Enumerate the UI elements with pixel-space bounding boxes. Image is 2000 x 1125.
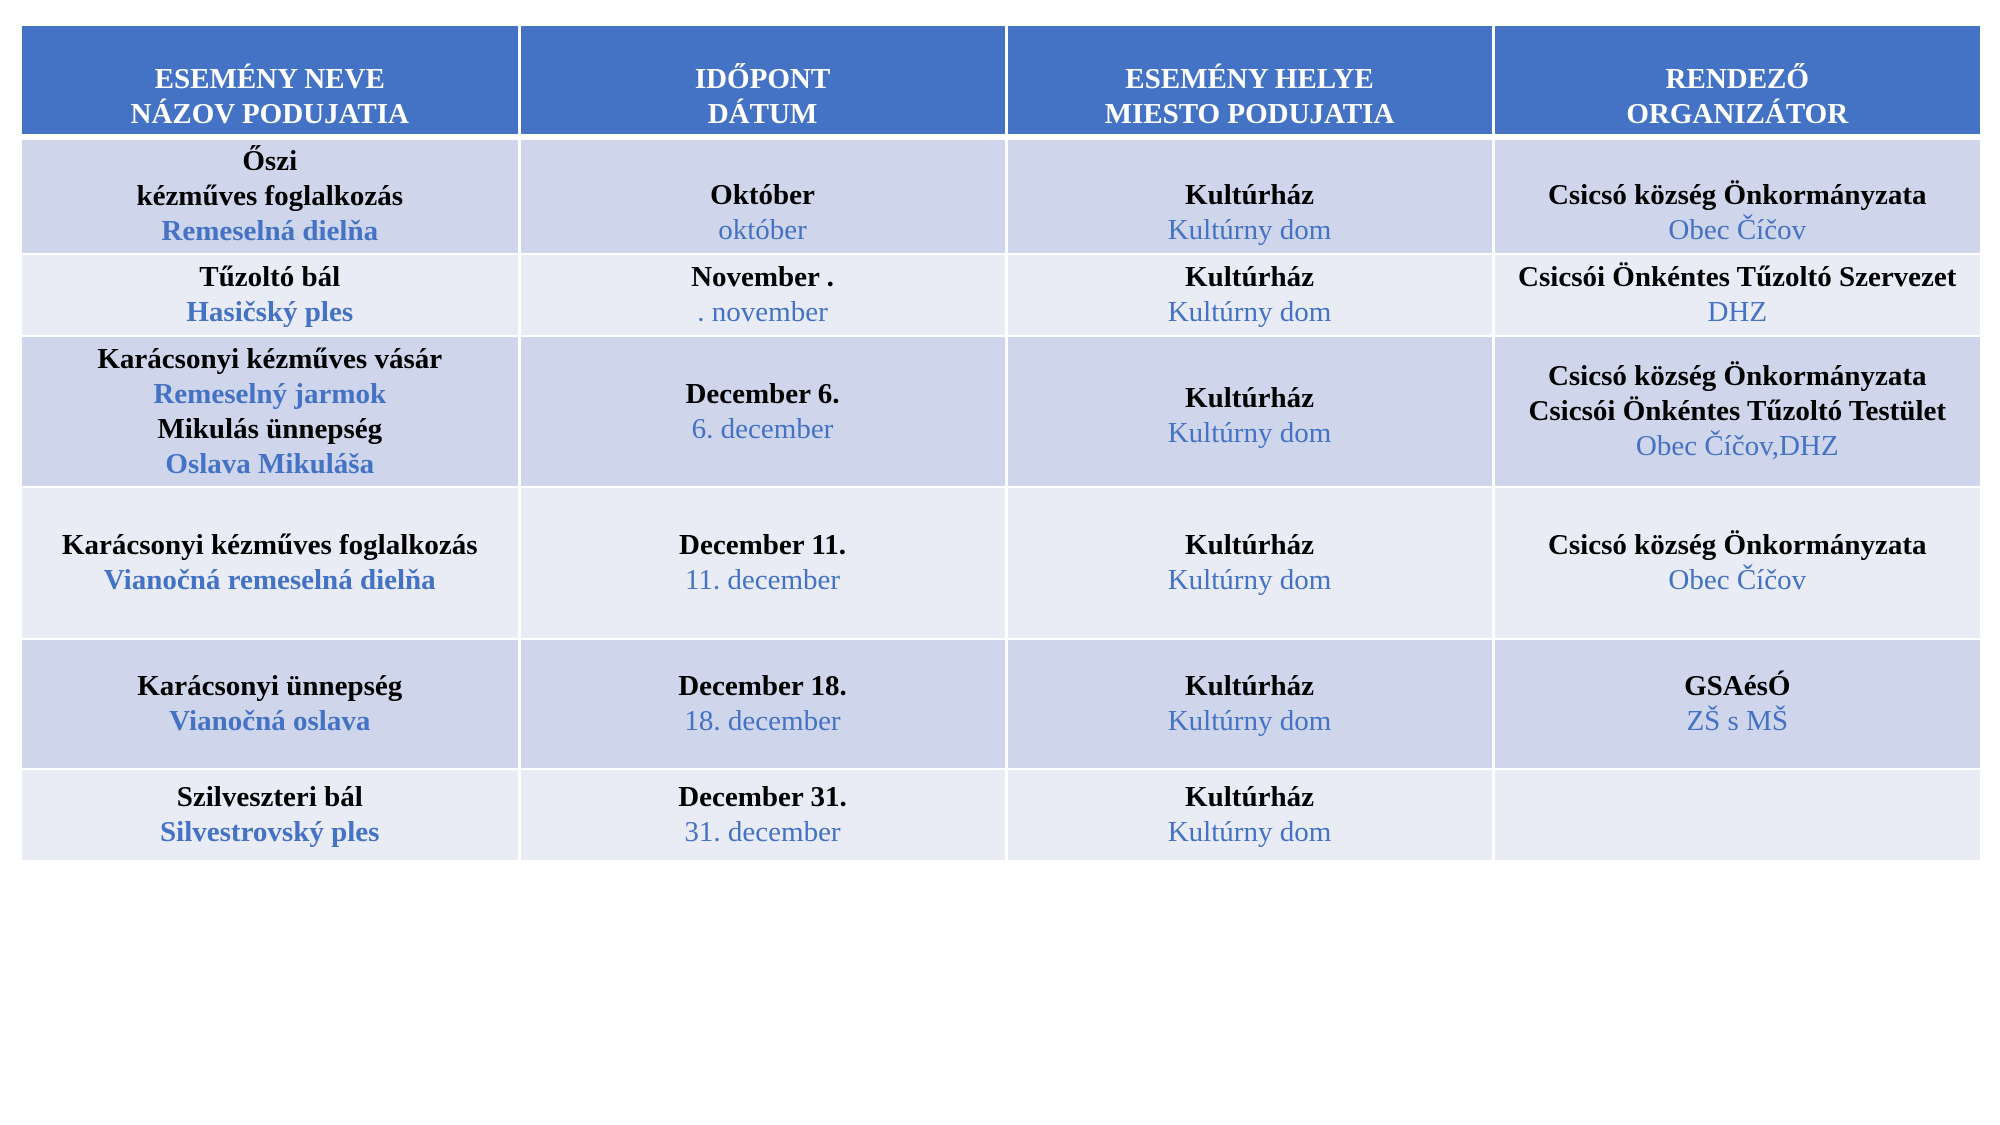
event-name-cell: Szilveszteri bál Silvestrovský ples [22, 769, 519, 861]
table-row [22, 254, 1980, 336]
table-row [22, 487, 1980, 639]
organizer-cell: Csicsó község Önkormányzata Csicsói Önkéntes Tűzoltó Testület Obec Číčov,DHZ [1493, 336, 1980, 487]
organizer-cell: GSAésÓ ZŠ s MŠ [1493, 639, 1980, 769]
place-cell: Kultúrház Kultúrny dom [1006, 487, 1493, 639]
table-row [22, 639, 1980, 769]
event-name-cell: Tűzoltó bál Hasičský ples [22, 254, 519, 336]
header-place: ESEMÉNY HELYE MIESTO PODUJATIA [1006, 26, 1493, 137]
place-cell: Kultúrház Kultúrny dom [1006, 254, 1493, 336]
date-cell: November . . november [519, 254, 1006, 336]
events-table [22, 26, 1980, 862]
event-name-cell: Karácsonyi kézműves foglalkozás Vianočná remeselná dielňa [22, 487, 519, 639]
event-name-cell: Őszi kézműves foglalkozás Remeselná dielňa [22, 137, 519, 254]
date-cell: December 11. 11. december [519, 487, 1006, 639]
place-cell: Kultúrház Kultúrny dom [1006, 137, 1493, 254]
header-organizer: RENDEZŐ ORGANIZÁTOR [1493, 26, 1980, 137]
organizer-cell [1493, 769, 1980, 861]
date-cell: Október október [519, 137, 1006, 254]
event-name-cell: Karácsonyi kézműves vásár Remeselný jarmok Mikulás ünnepség Oslava Mikuláša [22, 336, 519, 487]
organizer-cell: Csicsó község Önkormányzata Obec Číčov [1493, 137, 1980, 254]
event-name-cell: Karácsonyi ünnepség Vianočná oslava [22, 639, 519, 769]
organizer-cell: Csicsói Önkéntes Tűzoltó Szervezet DHZ [1493, 254, 1980, 336]
date-cell: December 6. 6. december [519, 336, 1006, 487]
header-date: IDŐPONT DÁTUM [519, 26, 1006, 137]
date-cell: December 31. 31. december [519, 769, 1006, 861]
header-event-name: ESEMÉNY NEVE NÁZOV PODUJATIA [22, 26, 519, 137]
organizer-cell: Csicsó község Önkormányzata Obec Číčov [1493, 487, 1980, 639]
header-row [22, 26, 1980, 137]
table-row [22, 769, 1980, 861]
date-cell: December 18. 18. december [519, 639, 1006, 769]
place-cell: Kultúrház Kultúrny dom [1006, 769, 1493, 861]
table-row [22, 137, 1980, 254]
table-row [22, 336, 1980, 487]
place-cell: Kultúrház Kultúrny dom [1006, 336, 1493, 487]
place-cell: Kultúrház Kultúrny dom [1006, 639, 1493, 769]
